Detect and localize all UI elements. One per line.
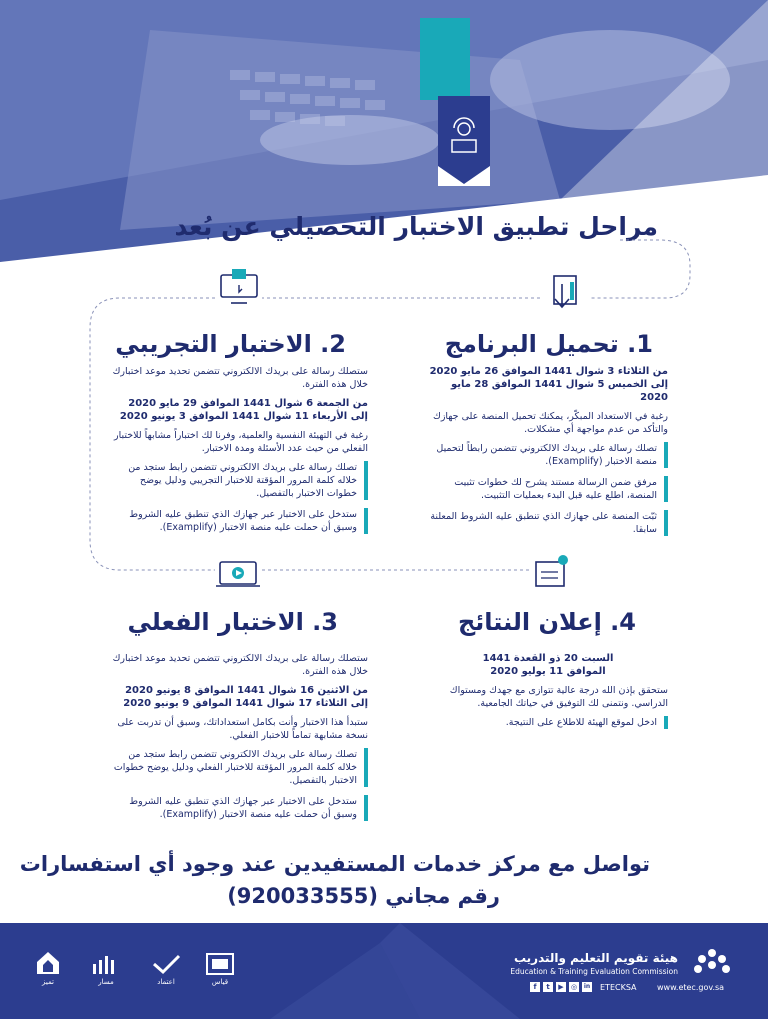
section-4-date-2: الموافق 11 يوليو 2020 (490, 666, 606, 677)
section-3-date-to: إلى الثلاثاء 17 شوال 1441 الموافق 9 يونيو 2020 (123, 698, 368, 709)
section-2-intro: رغبة في التهيئة النفسية والعلمية، وفرنا لك اختباراً مشابهاً للاختبار الفعلي من حيث عدد الأسئلة ومدة الاختبار. (114, 430, 368, 454)
page-title: مراحل تطبيق الاختبار التحصيلي عن بُعد (174, 212, 658, 241)
facebook-icon[interactable]: f (530, 982, 540, 992)
linkedin-icon[interactable]: in (583, 983, 591, 990)
twitter-icon[interactable]: t (543, 982, 553, 992)
partner-logo (84, 952, 128, 986)
section-1-bullet: تصلك رسالة على بريدك الالكتروني تتضمن رابطاً لتحميل منصة الاختبار (Examplify). (428, 442, 668, 468)
computer-icon (217, 265, 261, 305)
section-1-bullet: ثبّت المنصة على جهازك الذي تنطبق عليه الشروط المعلنة سابقا. (428, 510, 668, 536)
video-laptop-icon (216, 552, 260, 592)
section-2-date-to: إلى الأربعاء 11 شوال 1441 الموافق 3 يونيو 2020 (119, 411, 368, 422)
social-handle[interactable]: ETECKSA (600, 983, 637, 992)
section-3-bullet: ستدخل على الاختبار عبر جهازك الذي تنطبق عليه الشروط وسبق أن حملت عليه منصة الاختبار (Examplify). (108, 795, 368, 821)
contact-line: تواصل مع مركز خدمات المستفيدين عند وجود أي استفسارات (19, 852, 650, 876)
section-1-date-from: من الثلاثاء 3 شوال 1441 الموافق 26 مايو 2020 (429, 366, 668, 377)
section-2-body (108, 365, 368, 542)
partner-label: اعتماد (157, 978, 175, 986)
partner-logo (28, 950, 68, 986)
partner-label: مسار (98, 978, 114, 986)
toll-free-number: رقم مجاني (920033555) (227, 884, 500, 908)
section-2-date-from: من الجمعة 6 شوال 1441 الموافق 29 مايو 2020 (128, 398, 368, 409)
section-4-date-1: السبت 20 ذو القعدة 1441 (482, 653, 614, 664)
section-2-bullet: ستدخل على الاختبار عبر جهازك الذي تنطبق عليه الشروط وسبق أن حملت عليه منصة الاختبار (Examplify). (108, 508, 368, 534)
section-2-bullet: تصلك رسالة على بريدك الالكتروني تتضمن رابط ستجد من خلاله كلمة المرور المؤقتة للاختبار التجريبي ودليل يوضح خطوات الاختبار بالتفصيل. (108, 461, 368, 500)
section-3-title: 3. الاختبار الفعلي (127, 608, 338, 636)
section-1-body (428, 365, 668, 544)
website-link[interactable]: www.etec.gov.sa (657, 983, 725, 992)
partner-logo (200, 952, 240, 986)
section-4-intro: ستحقق بإذن الله درجة عالية تتوازى مع جهدك ومستواك الدراسي. ونتمنى لك التوفيق في حياتك الجامعية. (449, 685, 668, 709)
section-1-intro: رغبة في الاستعداد المبكّر، يمكنك تحميل المنصة على جهازك والتأكد من عدم مواجهة أي مشكلات. (432, 411, 668, 435)
section-1-date-to: إلى الخميس 5 شوال 1441 الموافق 28 مايو 2020 (450, 379, 668, 403)
section-2-title: 2. الاختبار التجريبي (115, 330, 346, 358)
section-1-bullet: مرفق ضمن الرسالة مستند يشرح لك خطوات تثبيت المنصة، اطلع عليه قبل البدء بعمليات التثبيت. (428, 476, 668, 502)
section-3-bullet: تصلك رسالة على بريدك الالكتروني تتضمن رابط ستجد من خلاله كلمة المرور المؤقتة للاختبار الفعلي ودليل يوضح خطوات الاختبار بالتفصيل. (108, 748, 368, 787)
partner-logo (144, 952, 188, 986)
instagram-icon[interactable]: ◎ (570, 983, 578, 991)
section-1-title: 1. تحميل البرنامج (444, 330, 653, 358)
section-3-intro: ستبدأ هذا الاختبار وأنت بكامل استعداداتك، وسبق أن تدربت على نسخة مشابهة تماماً للاختبار الفعلي. (117, 717, 368, 741)
section-4-title: 4. إعلان النتائج (457, 608, 636, 636)
section-4-bullet: ادخل لموقع الهيئة للاطلاع على النتيجة. (428, 716, 668, 729)
download-icon (540, 272, 584, 312)
section-3-date-from: من الاثنين 16 شوال 1441 الموافق 8 يونيو 2020 (125, 685, 368, 696)
etec-logo (690, 945, 734, 981)
youtube-icon[interactable]: ▶ (556, 982, 566, 992)
section-2-pre: ستصلك رسالة على بريدك الالكتروني تتضمن تحديد موعد اختبارك خلال هذه الفترة. (112, 366, 368, 390)
certificate-icon (530, 552, 574, 592)
partner-label: تميز (42, 978, 54, 986)
section-3-body (108, 652, 368, 829)
section-4-body (428, 652, 668, 737)
org-name-en: Education & Training Evaluation Commission (510, 967, 678, 976)
partner-label: قياس (211, 978, 229, 986)
org-name-ar: هيئة تقويم التعليم والتدريب (513, 951, 678, 965)
section-3-pre: ستصلك رسالة على بريدك الالكتروني تتضمن تحديد موعد اختبارك خلال هذه الفترة. (112, 653, 368, 677)
